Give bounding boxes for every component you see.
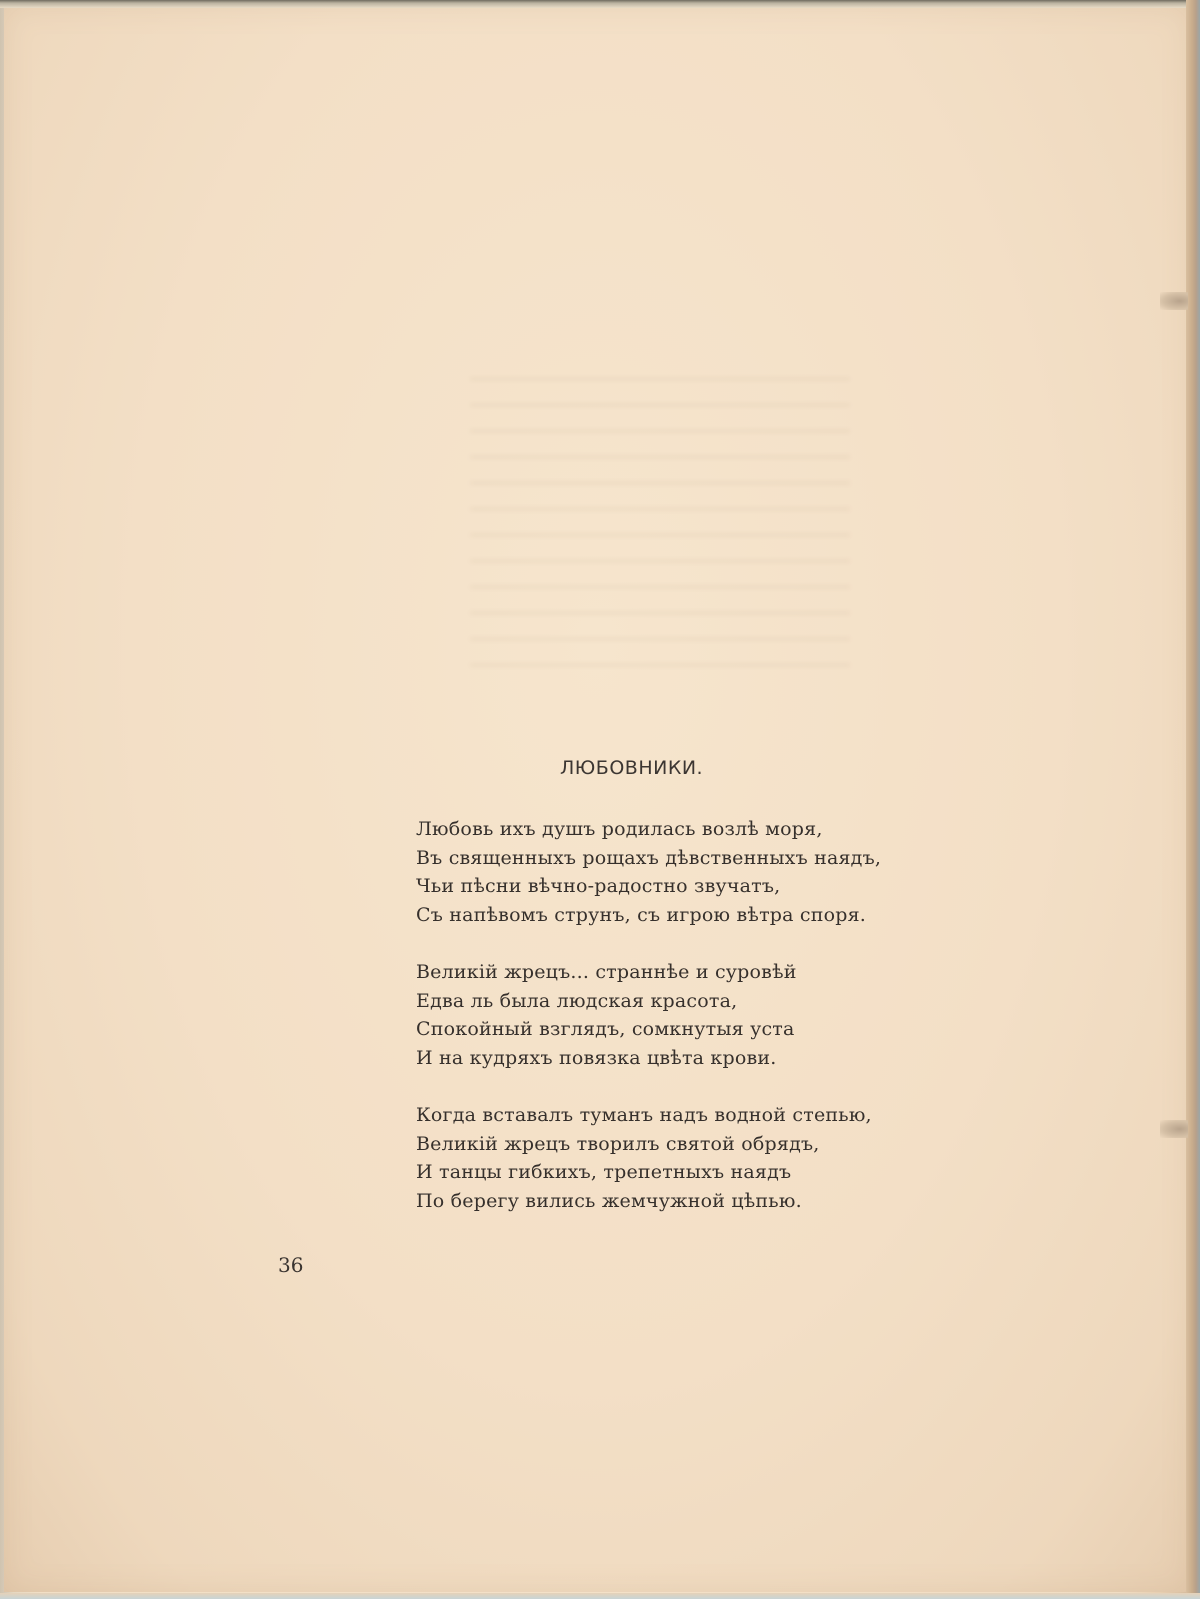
verse-line: Великій жрецъ творилъ святой обрядъ, (416, 1132, 820, 1155)
verse-line: По берегу вились жемчужной цѣпью. (416, 1189, 802, 1212)
page-number: 36 (278, 1253, 304, 1277)
verse-line: Любовь ихъ душъ родилась возлѣ моря, (416, 818, 823, 840)
verse-line: Съ напѣвомъ струнъ, съ игрою вѣтра споря. (416, 903, 867, 926)
stanza-1 (416, 815, 936, 929)
verse-line: Чьи пѣсни вѣчно-радостно звучатъ, (416, 875, 781, 898)
verse-line: Когда вставалъ туманъ надъ водной степью, (416, 1104, 872, 1126)
verse-line: И танцы гибкихъ, трепетныхъ наядъ (416, 1161, 792, 1184)
verse-line: Спокойный взглядъ, сомкнутыя уста (416, 1018, 795, 1041)
verse-line: И на кудряхъ повязка цвѣта крови. (416, 1046, 777, 1069)
verse-line: Едва ль была людская красота, (416, 989, 738, 1012)
stanza-2 (416, 958, 936, 1072)
verse-line: Въ священныхъ рощахъ дѣвственныхъ наядъ, (416, 846, 882, 869)
poem-title: ЛЮБОВНИКИ. (560, 757, 704, 779)
stanza-3 (416, 1101, 936, 1215)
verse-line: Великій жрецъ... страннѣе и суровѣй (416, 961, 797, 983)
